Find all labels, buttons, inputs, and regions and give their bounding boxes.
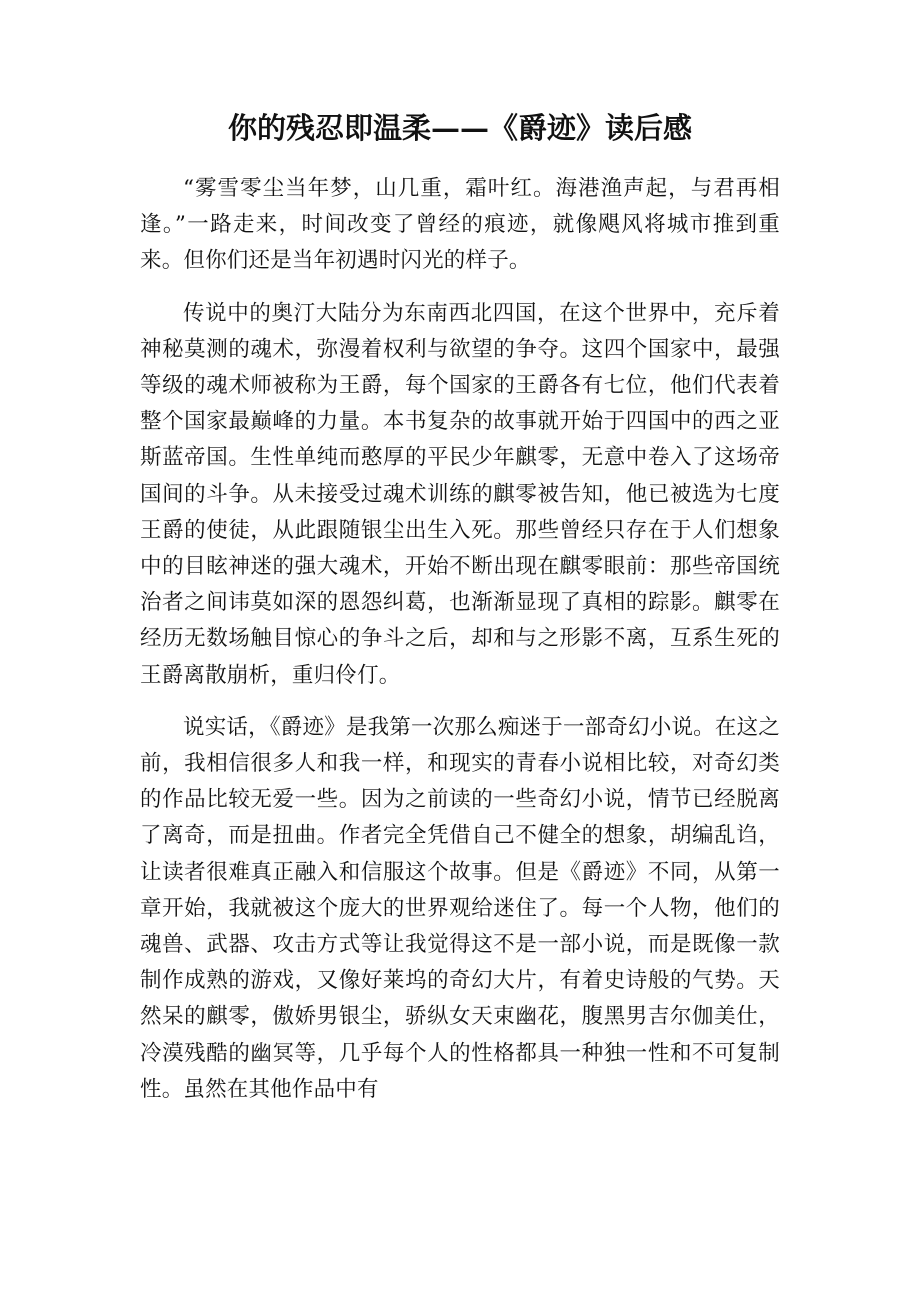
paragraph-1: “雾雪零尘当年梦，山几重，霜叶红。海港渔声起，与君再相逢。”一路走来，时间改变了曾经的痕迹，就像飓风将城市推到重来。但你们还是当年初遇时闪光的样子。 <box>140 176 780 274</box>
page-title: 你的残忍即温柔——《爵迹》读后感 <box>227 111 692 145</box>
paragraph-3: 说实话，《爵迹》是我第一次那么痴迷于一部奇幻小说。在这之前，我相信很多人和我一样，和现实的青春小说相比较，对奇幻类的作品比较无爱一些。因为之前读的一些奇幻小说，情节已经脱离了离奇，而是扭曲。作者完全凭借自己不健全的想象，胡编乱诌，让读者很难真正融入和信服这个故事。但是《爵迹》不同，从第一章开始，我就被这个庞大的世界观给迷住了。每一个人物，他们的魂兽、武器、攻击方式等让我觉得这不是一部小说，而是既像一款制作成熟的游戏，又像好莱坞的奇幻大片，有着史诗般的气势。天然呆的麒零，傲娇男银尘，骄纵女天束幽花，腹黑男吉尔伽美仕，冷漠残酷的幽冥等，几乎每个人的性格都具一种独一性和不可复制性。虽然在其他作品中有 <box>140 714 780 1102</box>
paragraph-2: 传说中的奥汀大陆分为东南西北四国，在这个世界中，充斥着神秘莫测的魂术，弥漫着权利与欲望的争夺。这四个国家中，最强等级的魂术师被称为王爵，每个国家的王爵各有七位，他们代表着整个国家最巅峰的力量。本书复杂的故事就开始于四国中的西之亚斯蓝帝国。生性单纯而憨厚的平民少年麒零，无意中卷入了这场帝国间的斗争。从未接受过魂术训练的麒零被告知，他已被选为七度王爵的使徒，从此跟随银尘出生入死。那些曾经只存在于人们想象中的目眩神迷的强大魂术，开始不断出现在麒零眼前：那些帝国统治者之间讳莫如深的恩怨纠葛，也渐渐显现了真相的踪影。麒零在经历无数场触目惊心的争斗之后，却和与之形影不离，互系生死的王爵离散崩析，重归伶仃。 <box>140 300 780 688</box>
document-body <box>140 171 780 1124</box>
